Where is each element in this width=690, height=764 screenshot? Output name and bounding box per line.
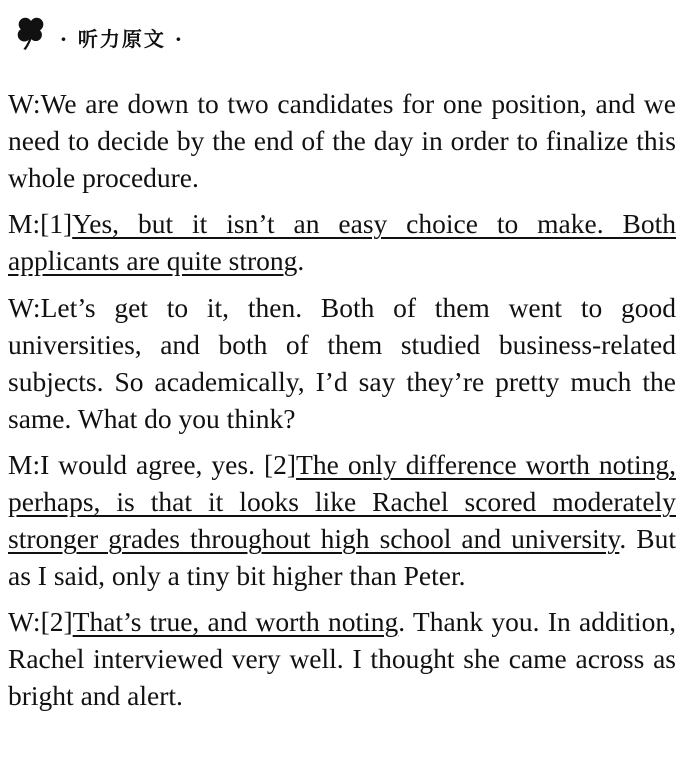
dialogue-text: . Thank you. In addition, Rachel interviewed very well. I thought she came across as bright and alert. xyxy=(8,606,676,711)
dialogue-text: W:[2] xyxy=(8,606,73,637)
dialogue-text: . xyxy=(297,245,305,276)
dialogue-text: M:I would agree, yes. [2] xyxy=(8,449,297,480)
dialogue-line xyxy=(8,85,676,196)
underlined-answer-text: Yes, but it isn’t an easy choice to make. Both applicants are quite strong xyxy=(8,208,676,276)
dialogue-line xyxy=(8,603,676,714)
dialogue-text: M:[1] xyxy=(8,208,73,239)
dialogue-line xyxy=(8,205,676,279)
underlined-answer-text: That’s true, and worth noting xyxy=(72,606,399,637)
dialogue-text: W:We are down to two candidates for one position, and we need to decide by the end of the day in order to finalize this whole procedure. xyxy=(8,88,676,193)
section-title: · 听力原文 · xyxy=(60,26,184,51)
dialogue-line xyxy=(8,289,676,437)
dialogue-line xyxy=(8,446,676,594)
dialogue-text: W:Let’s get to it, then. Both of them went to good universities, and both of them studied business-related subjects. So academically, I’d say they’re pretty much the same. What do you think? xyxy=(8,292,676,434)
dialogue-text: . But as I said, only a tiny bit higher than Peter. xyxy=(8,523,676,591)
listening-transcript xyxy=(8,85,676,723)
underlined-answer-text: The only difference worth noting, perhaps, is that it looks like Rachel scored moderately stronger grades throughout high school and university xyxy=(8,449,676,554)
section-header xyxy=(12,12,184,52)
clover-icon xyxy=(12,13,50,51)
